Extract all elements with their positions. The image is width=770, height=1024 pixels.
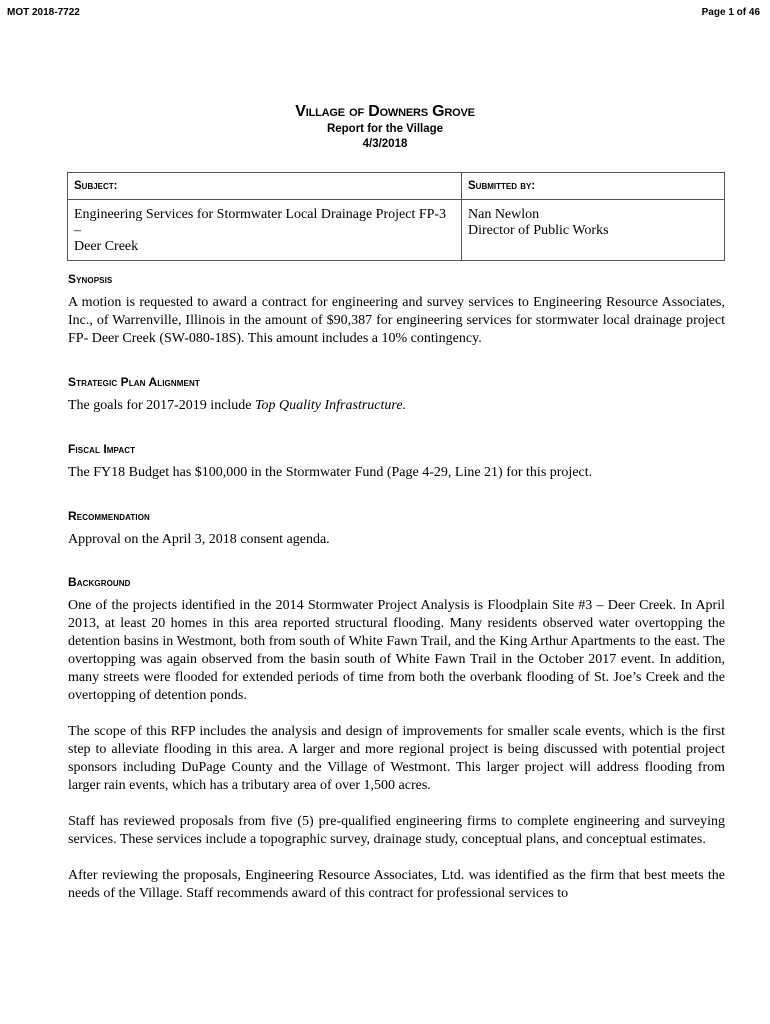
- report-date: 4/3/2018: [362, 138, 408, 150]
- submitter-value: [462, 200, 725, 261]
- report-title: Village of Downers Grove: [295, 103, 475, 120]
- background-paragraph-4: After reviewing the proposals, Engineering Resource Associates, Ltd. was identified as the firm that best meets the needs of the Village. Staff recommends award of this contract for professional services to: [68, 868, 725, 901]
- info-table-value-row: [68, 200, 725, 261]
- strategic-goal: Top Quality Infrastructure.: [255, 398, 407, 413]
- recommendation-section: [68, 509, 725, 549]
- report-subtitle: Report for the Village: [326, 123, 444, 135]
- background-paragraph-3: Staff has reviewed proposals from five (5) pre-qualified engineering firms to complete engineering and surveying services. These services include a topographic survey, drainage study, conceptual plans, and conceptual estimates.: [68, 814, 725, 847]
- info-table: [67, 172, 725, 261]
- synopsis-heading: Synopsis: [68, 272, 113, 286]
- strategic-text-lead: The goals for 2017-2019 include: [68, 398, 256, 413]
- submitter-name: Nan Newlon: [468, 207, 540, 222]
- page-number: Page 1 of 46: [701, 7, 760, 18]
- subject-line-2: Deer Creek: [74, 239, 139, 254]
- background-paragraph-1: One of the projects identified in the 2014 Stormwater Project Analysis is Floodplain Site #3 – Deer Creek. In April 2013, at least 20 homes in this area reported structural flooding. Many residents observed water overtopping the detention basins in Westmont, both from south of White Fawn Trail, and the King Arthur Apartments to the east. The overtopping was again observed from the basin south of White Fawn Trail in the October 2017 event. In addition, many streets were flooded for extended periods of time from both the overbank flooding of St. Joe’s Creek and the overtopping of detention ponds.: [68, 598, 725, 703]
- fiscal-text: The FY18 Budget has $100,000 in the Stormwater Fund (Page 4-29, Line 21) for this project.: [68, 465, 593, 480]
- synopsis-text: A motion is requested to award a contract for engineering and survey services to Engineering Resource Associates, Inc., of Warrenville, Illinois in the amount of $90,387 for engineering services for stormwater local drainage project FP- Deer Creek (SW-080-18S). This amount includes a 10% contingency.: [68, 295, 725, 346]
- fiscal-heading: Fiscal Impact: [68, 442, 136, 456]
- submitted-by-label: Submitted by:: [462, 173, 725, 200]
- fiscal-section: [68, 442, 725, 482]
- submitter-title: Director of Public Works: [468, 223, 609, 238]
- subject-value: [68, 200, 462, 261]
- background-section: [68, 575, 725, 903]
- recommendation-text: Approval on the April 3, 2018 consent agenda.: [68, 532, 330, 547]
- subject-line-1: Engineering Services for Stormwater Local Drainage Project FP-3 –: [74, 207, 447, 238]
- background-paragraph-2: The scope of this RFP includes the analysis and design of improvements for smaller scale events, which is the first step to alleviate flooding in this area. A larger and more regional project is being discussed with potential project sponsors including DuPage County and the Village of Westmont. This larger project will address flooding from larger rain events, which has a tributary area of over 1,500 acres.: [68, 724, 725, 793]
- subject-label: Subject:: [68, 173, 462, 200]
- strategic-section: [68, 375, 725, 415]
- synopsis-section: [68, 272, 725, 348]
- info-table-header-row: [68, 173, 725, 200]
- recommendation-heading: Recommendation: [68, 509, 150, 523]
- strategic-text: [68, 397, 725, 415]
- document-id: MOT 2018-7722: [7, 7, 80, 18]
- background-heading: Background: [68, 575, 131, 589]
- strategic-heading: Strategic Plan Alignment: [68, 375, 200, 389]
- title-block: [0, 102, 770, 152]
